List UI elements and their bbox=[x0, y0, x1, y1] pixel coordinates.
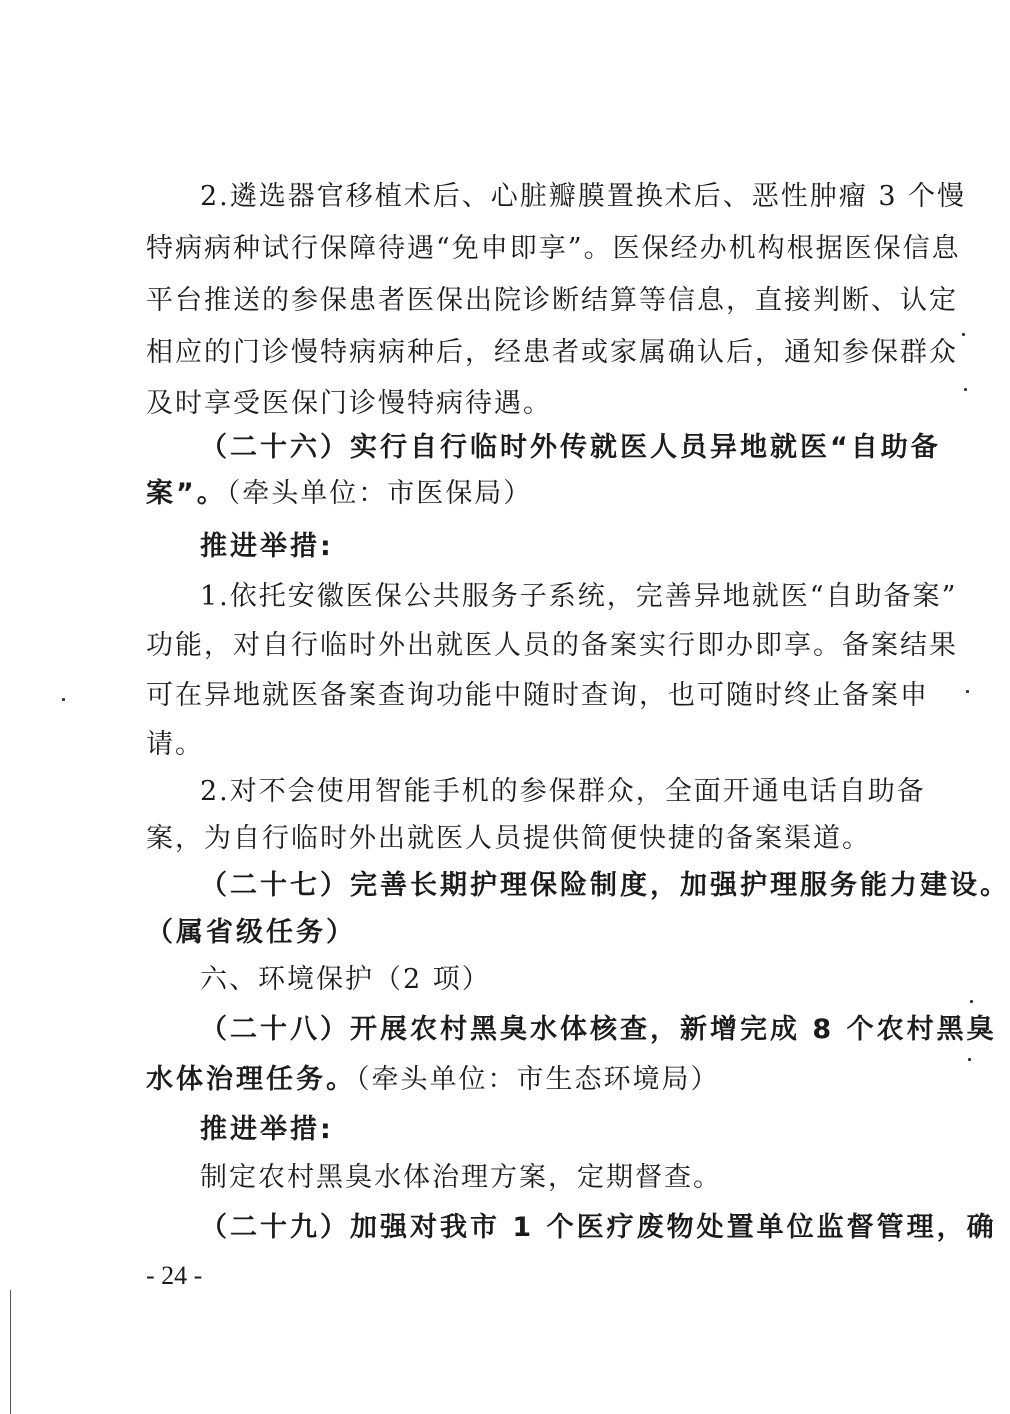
scan-speck bbox=[966, 690, 969, 693]
section-heading-26-cont bbox=[146, 474, 886, 514]
para-line: 2.对不会使用智能手机的参保群众，全面开通电话自助备 bbox=[200, 776, 926, 807]
para-line: 相应的门诊慢特病病种后，经患者或家属确认后，通知参保群众 bbox=[146, 337, 958, 368]
para-line: 制定农村黑臭水体治理方案，定期督查。 bbox=[200, 1162, 722, 1193]
measures-label: 推进举措: bbox=[200, 531, 334, 562]
scan-edge-line bbox=[10, 1290, 11, 1414]
heading-tail: 案”。 bbox=[146, 478, 227, 509]
section-heading-28: （二十八）开展农村黑臭水体核查，新增完成 8 个农村黑臭 bbox=[200, 1014, 997, 1045]
para-line: 案，为自行临时外出就医人员提供简便快捷的备案渠道。 bbox=[146, 823, 871, 854]
chapter-heading: 六、环境保护（2 项） bbox=[200, 964, 491, 995]
section-heading-27-cont: （属省级任务） bbox=[146, 917, 356, 948]
lead-unit: （牵头单位：市生态环境局） bbox=[356, 1064, 720, 1095]
measures-label: 推进举措: bbox=[200, 1114, 334, 1145]
heading-tail: 水体治理任务。 bbox=[146, 1064, 356, 1095]
section-heading-29: （二十九）加强对我市 1 个医疗废物处置单位监督管理，确 bbox=[200, 1212, 997, 1243]
para-line: 2.遴选器官移植术后、心脏瓣膜置换术后、恶性肿瘤 3 个慢 bbox=[200, 181, 967, 212]
scan-speck bbox=[968, 1058, 971, 1061]
section-heading-28-cont bbox=[146, 1060, 886, 1100]
scan-speck bbox=[970, 1000, 973, 1003]
scan-speck bbox=[964, 388, 967, 391]
section-heading-26: （二十六）实行自行临时外传就医人员异地就医“自助备 bbox=[200, 432, 941, 463]
para-line: 1.依托安徽医保公共服务子系统，完善异地就医“自助备案” bbox=[200, 581, 958, 612]
para-line: 及时享受医保门诊慢特病待遇。 bbox=[146, 388, 552, 419]
para-line: 平台推送的参保患者医保出院诊断结算等信息，直接判断、认定 bbox=[146, 285, 958, 316]
section-heading-27: （二十七）完善长期护理保险制度，加强护理服务能力建设。 bbox=[200, 870, 1010, 901]
scan-speck bbox=[62, 698, 65, 701]
page-number: - 24 - bbox=[146, 1261, 203, 1290]
para-line: 请。 bbox=[146, 729, 204, 760]
para-line: 可在异地就医备案查询功能中随时查询，也可随时终止备案申 bbox=[146, 680, 929, 711]
lead-unit: （牵头单位：市医保局） bbox=[226, 478, 533, 509]
scan-speck bbox=[962, 333, 965, 336]
para-line: 特病病种试行保障待遇“免申即享”。医保经办机构根据医保信息 bbox=[146, 233, 961, 264]
para-line: 功能，对自行临时外出就医人员的备案实行即办即享。备案结果 bbox=[146, 630, 958, 661]
